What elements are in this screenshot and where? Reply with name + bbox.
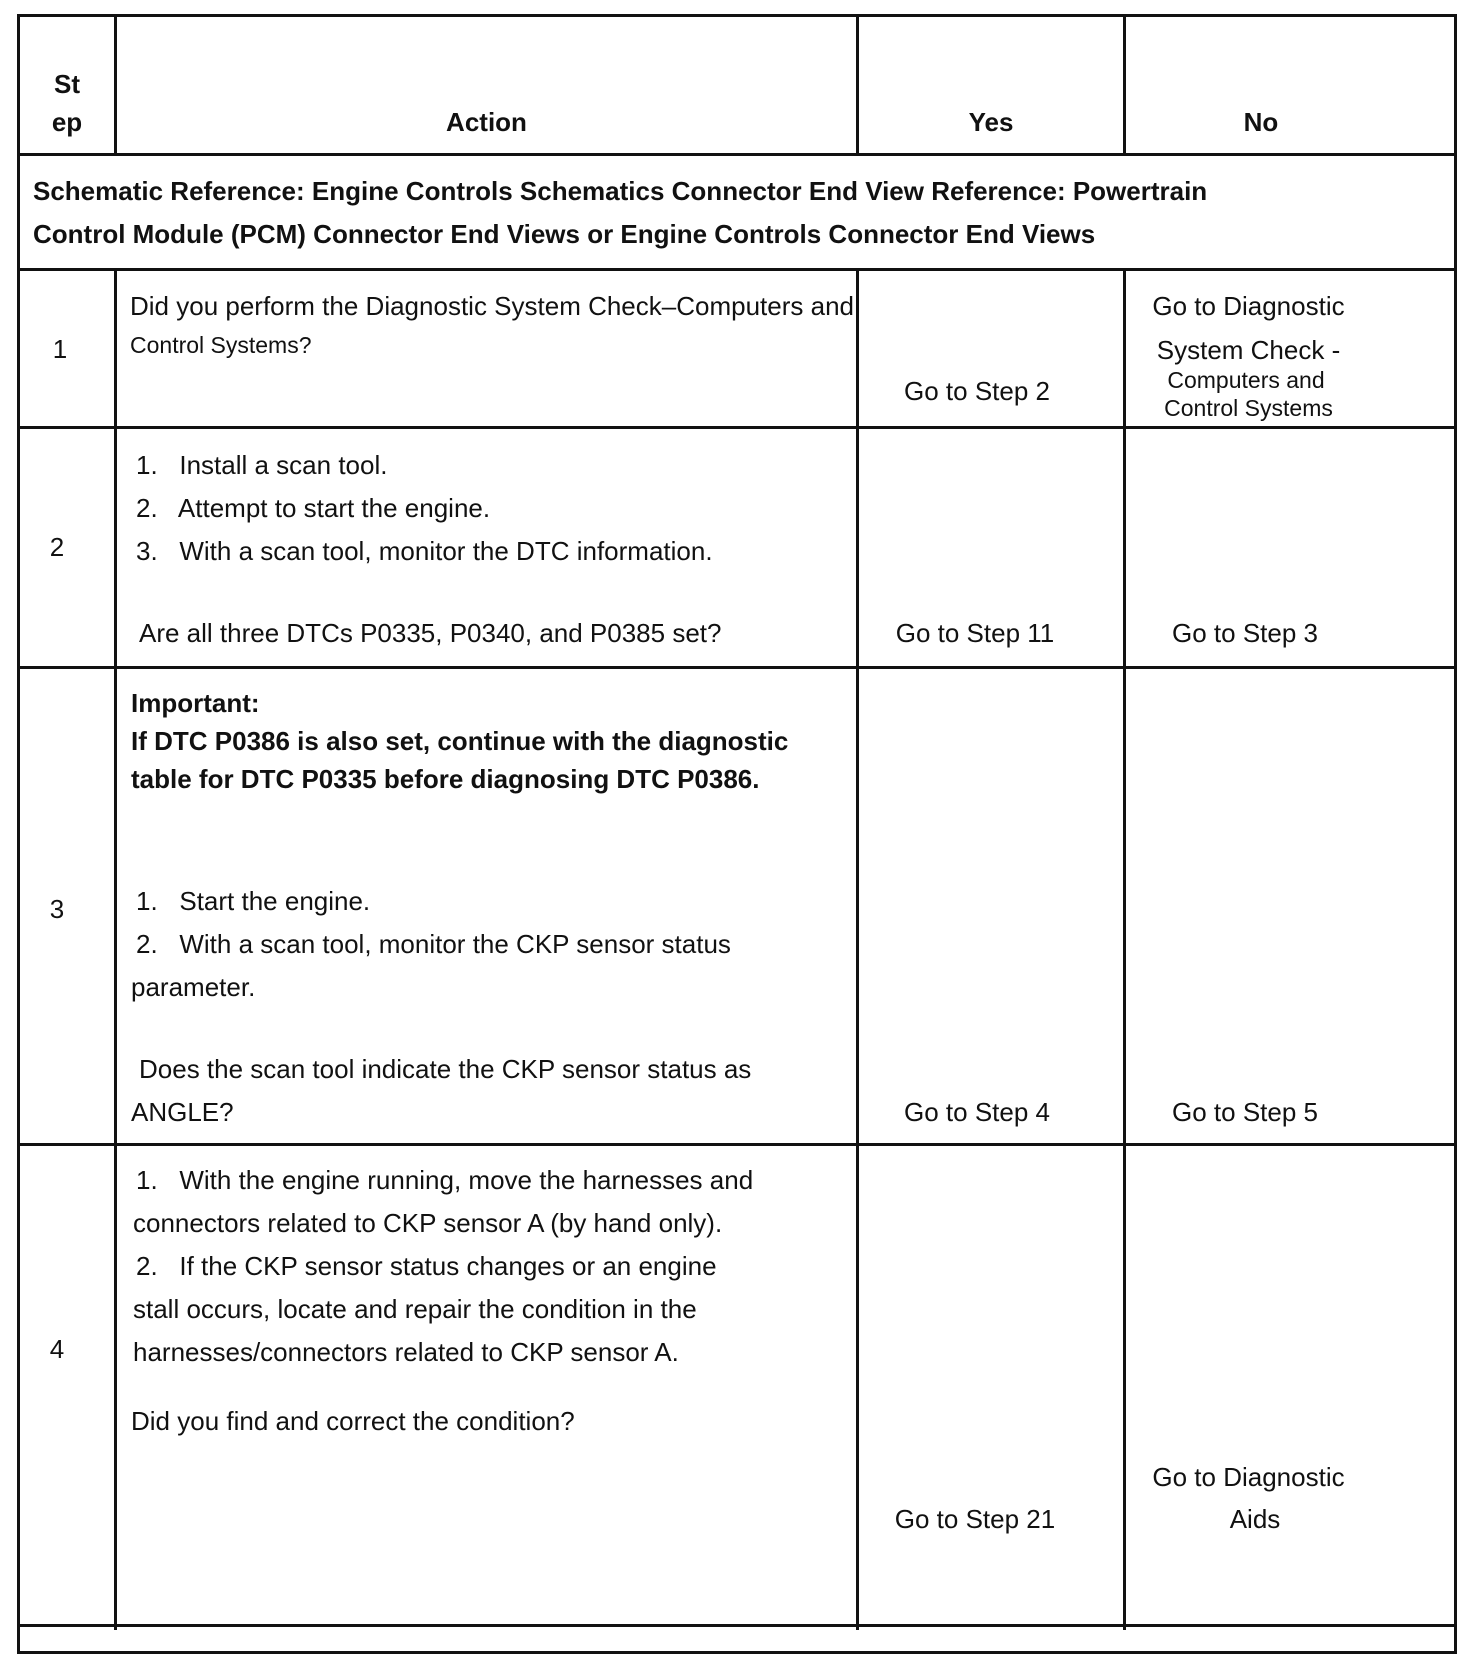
row4-no-line2: Aids xyxy=(1229,1504,1281,1534)
row4-action-line2: connectors related to CKP sensor A (by hand only). xyxy=(133,1208,723,1238)
row1-no-line1: Go to Diagnostic xyxy=(1152,291,1345,321)
row1-action-line2: Control Systems? xyxy=(130,332,312,358)
row4-action-line5: harnesses/connectors related to CKP sensor A. xyxy=(133,1337,679,1367)
header-step-line1: St xyxy=(54,69,80,99)
row1-no-line3: Computers and xyxy=(1167,367,1325,393)
row4-action-line3: 2. If the CKP sensor status changes or an engine xyxy=(136,1251,717,1281)
row3-action-line1: 1. Start the engine. xyxy=(136,886,371,916)
header-yes: Yes xyxy=(968,107,1014,137)
header-bottom-rule xyxy=(17,153,1457,156)
row1-no-line4: Control Systems xyxy=(1164,395,1333,421)
row3-action-line2: 2. With a scan tool, monitor the CKP sensor status xyxy=(136,929,731,959)
row1-step: 1 xyxy=(52,334,68,364)
row2-action-question: Are all three DTCs P0335, P0340, and P0385 set? xyxy=(139,618,722,648)
schematic-reference-line1: Schematic Reference: Engine Controls Schematics Connector End View Reference: Powertrain xyxy=(33,176,1208,206)
row3-action-question2: ANGLE? xyxy=(131,1097,234,1127)
header-action: Action xyxy=(446,107,527,137)
col-divider-yes xyxy=(1123,268,1126,1630)
row3-step: 3 xyxy=(49,894,65,924)
row2-action-line3: 3. With a scan tool, monitor the DTC information. xyxy=(136,536,713,566)
row2-action-line2: 2. Attempt to start the engine. xyxy=(136,493,491,523)
row2-step: 2 xyxy=(49,532,65,562)
row2-yes: Go to Step 11 xyxy=(895,618,1055,648)
schematic-reference-line2: Control Module (PCM) Connector End Views or Engine Controls Connector End Views xyxy=(33,219,1096,249)
row1-bottom-rule xyxy=(17,426,1457,429)
row4-action-line1: 1. With the engine running, move the harnesses and xyxy=(136,1165,754,1195)
col-divider-action xyxy=(856,268,859,1630)
row4-no-line1: Go to Diagnostic xyxy=(1152,1462,1345,1492)
row4-bottom-rule xyxy=(17,1624,1457,1627)
row4-step: 4 xyxy=(49,1334,65,1364)
row1-no-line2: System Check - xyxy=(1156,335,1341,365)
row3-bottom-rule xyxy=(17,1143,1457,1146)
row2-action-line1: 1. Install a scan tool. xyxy=(136,450,388,480)
row1-yes: Go to Step 2 xyxy=(904,376,1050,406)
row3-important-label: Important: xyxy=(131,688,260,718)
col-divider-step xyxy=(114,268,117,1630)
row4-action-line4: stall occurs, locate and repair the condition in the xyxy=(133,1294,697,1324)
row3-important-line2: table for DTC P0335 before diagnosing DTC P0386. xyxy=(131,764,760,794)
header-no: No xyxy=(1243,107,1279,137)
row3-no: Go to Step 5 xyxy=(1172,1097,1318,1127)
row3-action-line3: parameter. xyxy=(131,972,256,1002)
row3-yes: Go to Step 4 xyxy=(904,1097,1050,1127)
row2-bottom-rule xyxy=(17,666,1457,669)
row4-yes: Go to Step 21 xyxy=(894,1504,1056,1534)
row2-no: Go to Step 3 xyxy=(1172,618,1318,648)
row1-action-line1: Did you perform the Diagnostic System Check–Computers and xyxy=(130,291,854,321)
header-step xyxy=(20,70,114,136)
row3-action-question1: Does the scan tool indicate the CKP sensor status as xyxy=(139,1054,752,1084)
row3-important-line1: If DTC P0386 is also set, continue with the diagnostic xyxy=(131,726,789,756)
reference-bottom-rule xyxy=(17,268,1457,271)
row4-action-question: Did you find and correct the condition? xyxy=(131,1406,575,1436)
header-step-line2: ep xyxy=(51,106,83,137)
